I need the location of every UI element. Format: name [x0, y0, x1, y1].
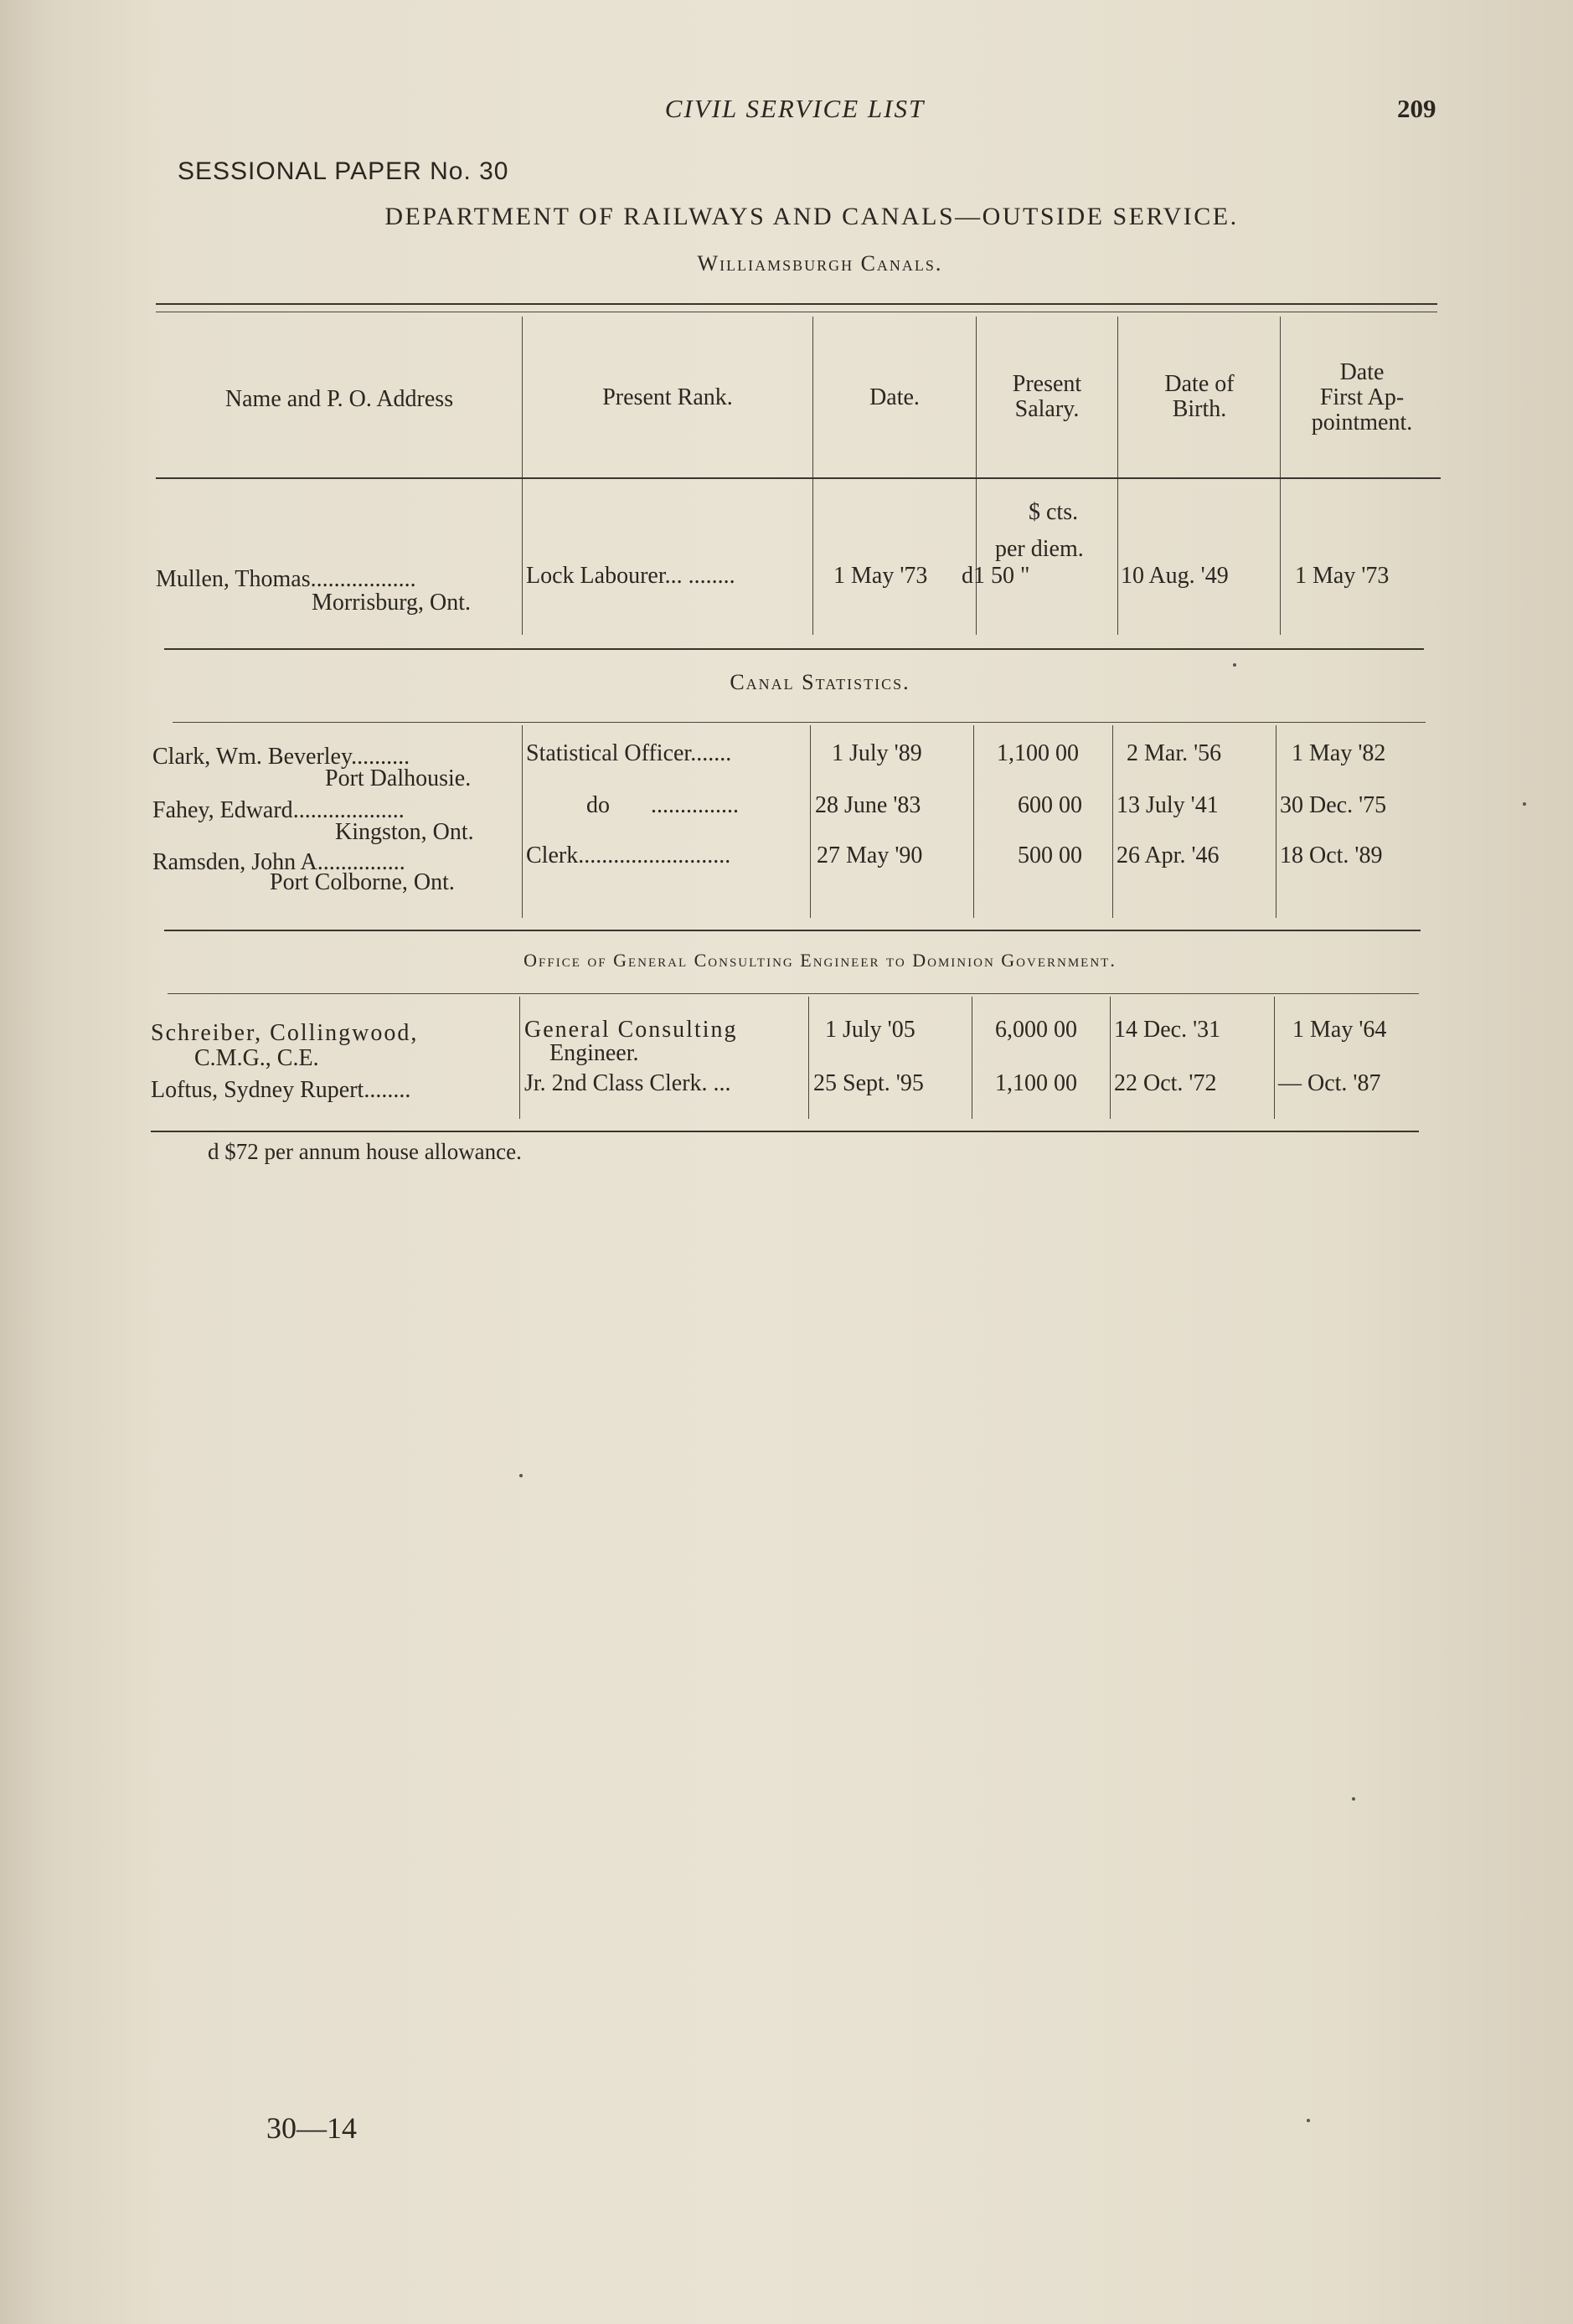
employee-address: Port Colborne, Ont.	[270, 869, 455, 895]
employee-rank: General Consulting	[524, 1017, 738, 1043]
header-birth-line2: Birth.	[1172, 396, 1227, 422]
employee-appointment: 1 May '82	[1292, 740, 1386, 766]
section-title-williamsburgh: Williamsburgh Canals.	[697, 251, 943, 276]
employee-salary: 1,100 00	[997, 740, 1079, 766]
header-rank: Present Rank.	[602, 384, 733, 410]
employee-date: 1 May '73	[833, 563, 928, 589]
employee-rank: do ...............	[586, 792, 739, 818]
employee-rank: Lock Labourer... ........	[526, 563, 735, 589]
employee-appointment: 1 May '64	[1292, 1017, 1387, 1043]
header-bottom-rule	[156, 477, 1441, 479]
header-date: Date.	[869, 384, 920, 410]
page-number: 209	[1397, 94, 1436, 123]
section-rule	[164, 648, 1424, 650]
employee-appointment: 30 Dec. '75	[1280, 792, 1387, 818]
employee-birth: 14 Dec. '31	[1114, 1017, 1221, 1043]
employee-name: Loftus, Sydney Rupert........	[151, 1077, 411, 1103]
header-salary-line1: Present	[1012, 371, 1082, 397]
employee-name: Clark, Wm. Beverley..........	[152, 744, 410, 770]
employee-date: 27 May '90	[817, 843, 923, 868]
sessional-paper: SESSIONAL PAPER No. 30	[178, 157, 509, 185]
employee-birth: 22 Oct. '72	[1114, 1070, 1217, 1096]
header-name: Name and P. O. Address	[224, 386, 454, 412]
employee-address: Morrisburg, Ont.	[312, 590, 472, 616]
section-title-consulting-engineer: Office of General Consulting Engineer to Dominion Government.	[523, 950, 1117, 971]
col-divider	[1117, 317, 1118, 635]
employee-salary: 600 00	[1018, 792, 1082, 818]
header-appointment-line1: Date	[1339, 359, 1385, 385]
employee-rank: Clerk..........................	[526, 843, 731, 868]
employee-rank-line2: Engineer.	[549, 1040, 639, 1066]
employee-birth: 26 Apr. '46	[1117, 843, 1220, 868]
header-appointment-line2: First Ap-	[1319, 384, 1405, 410]
employee-salary: d1 50 "	[962, 563, 1030, 589]
ink-speck	[1352, 1797, 1355, 1801]
employee-appointment: 18 Oct. '89	[1280, 843, 1383, 868]
employee-date: 28 June '83	[815, 792, 921, 818]
col-divider	[1280, 317, 1281, 635]
col-divider	[519, 997, 520, 1119]
employee-date: 1 July '05	[825, 1017, 915, 1043]
ink-speck	[1307, 2119, 1310, 2122]
header-appointment-line3: pointment.	[1311, 410, 1413, 435]
salary-note: per diem.	[995, 536, 1084, 562]
col-divider	[1110, 997, 1111, 1119]
col-divider	[808, 997, 809, 1119]
header-birth-line1: Date of	[1164, 371, 1235, 397]
employee-salary: 500 00	[1018, 843, 1082, 868]
ink-speck	[519, 1474, 523, 1477]
employee-address: Kingston, Ont.	[335, 819, 474, 845]
employee-date: 1 July '89	[832, 740, 922, 766]
employee-name: Mullen, Thomas..................	[156, 566, 416, 592]
top-rule	[156, 303, 1437, 305]
section-rule	[164, 930, 1421, 931]
employee-appointment: 1 May '73	[1295, 563, 1390, 589]
employee-name: Ramsden, John A...............	[152, 849, 405, 875]
header-appointment	[1282, 360, 1441, 435]
employee-birth: 2 Mar. '56	[1127, 740, 1222, 766]
employee-salary: 1,100 00	[995, 1070, 1077, 1096]
section-title-canal-statistics: Canal Statistics.	[730, 670, 910, 694]
employee-appointment: — Oct. '87	[1278, 1070, 1381, 1096]
employee-address: C.M.G., C.E.	[194, 1045, 319, 1071]
col-divider	[810, 725, 811, 918]
col-divider	[522, 725, 523, 918]
employee-name: Schreiber, Collingwood,	[151, 1020, 419, 1046]
employee-date: 25 Sept. '95	[813, 1070, 924, 1096]
header-birth	[1120, 372, 1279, 422]
section-rule	[168, 993, 1419, 994]
ink-speck	[1233, 663, 1236, 667]
ink-speck	[1523, 802, 1526, 806]
running-title: CIVIL SERVICE LIST	[664, 94, 926, 123]
employee-rank: Statistical Officer.......	[526, 740, 732, 766]
col-divider	[522, 317, 523, 635]
header-salary-line2: Salary.	[1014, 396, 1080, 422]
employee-birth: 10 Aug. '49	[1121, 563, 1229, 589]
footnote: d $72 per annum house allowance.	[208, 1139, 522, 1164]
footer-page-code: 30—14	[266, 2111, 357, 2145]
section-rule	[173, 722, 1426, 723]
col-divider	[973, 725, 974, 918]
currency-unit: $ cts.	[1029, 499, 1079, 525]
header-salary	[978, 372, 1116, 422]
employee-rank: Jr. 2nd Class Clerk. ...	[524, 1070, 731, 1096]
employee-salary: 6,000 00	[995, 1017, 1077, 1043]
employee-address: Port Dalhousie.	[325, 765, 472, 791]
employee-name: Fahey, Edward...................	[152, 797, 405, 823]
table-bottom-rule	[151, 1131, 1419, 1132]
col-divider	[1112, 725, 1113, 918]
col-divider	[1274, 997, 1275, 1119]
department-title: DEPARTMENT OF RAILWAYS AND CANALS—OUTSIDE SERVICE.	[384, 203, 1239, 230]
employee-birth: 13 July '41	[1117, 792, 1219, 818]
col-divider	[812, 317, 813, 635]
